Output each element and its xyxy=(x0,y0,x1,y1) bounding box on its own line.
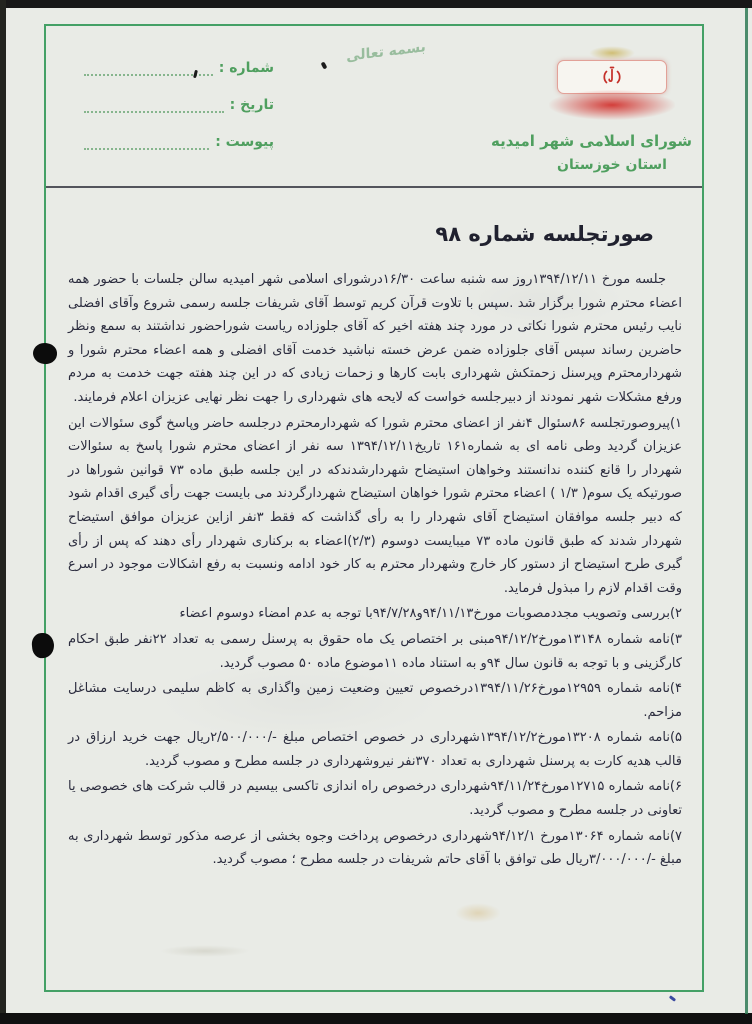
scan-edge-top xyxy=(0,0,752,8)
emblem-top-ornament xyxy=(589,46,635,60)
scan-edge-bottom xyxy=(0,1013,752,1024)
field-row-date xyxy=(84,97,274,113)
besmellah-calligraphy: بسمه تعالی xyxy=(346,39,426,65)
page-title: صورتجلسه شماره ۹۸ xyxy=(435,222,654,246)
letterhead-separator-line xyxy=(46,186,702,188)
agenda-item-1: ۱)پیروصورتجلسه ۸۶سئوال ۴نفر از اعضای محترم شورا که شهردارمحترم درجلسه حاضر وپاسخ گوی سئوالات این عزیزان گردید وطی نامه ای به شماره۱۶۱ تاریخ۱۳۹۴/۱۲/۱۱ سه نفر از اعضای محترم شورا پاسخ به سئوالات شهردار را قانع کننده ندانستند وخواهان استیضاح شهردارشدندکه در این جلسه طبق ماده ۷۳ قوانین شوراها در صورتیکه یک سوم( ۱/۳ ) اعضاء محترم شورا خواهان استیضاح شهردارگردند می بایست جهت رأی گیری اقدام شود که دبیر جلسه موافقان استیضاح آقای شهردار را به رأی گذاشت که فقط ۳نفر ازاین عزیزان موافق استیضاح شهردار شدند که طبق قانون ماده ۷۳ میبایست دوسوم (۲/۳)اعضاء به برکناری شهردار رأی دهند که پس از رأی گیری طرح استیضاح از دستور کار خارج وشهردار محترم به کار خود ادامه ونسبت به رفع اشکالات موجود در اسرع وقت اقدام لازم را مبذول فرماید. xyxy=(68,415,682,596)
agenda-item-7: ۷)نامه شماره ۱۳۰۶۴مورخ ۹۴/۱۲/۱شهرداری درخصوص پرداخت وجوه بخشی از عرصه مذکور توسط شهرداری به مبلغ -/۳/۰۰۰/۰۰۰ریال طی توافق با آقای حاتم شریفات در جلسه مطرح ؛ مصوب گردید. xyxy=(68,828,682,868)
number-field-label: شماره : xyxy=(218,60,274,76)
agenda-item-5: ۵)نامه شماره ۱۳۲۰۸مورخ۱۳۹۴/۱۲/۲شهرداری در خصوص اختصاص مبلغ -/۲/۵۰۰/۰۰۰ریال جهت خرید ارزاق در قالب هدیه کارت به پرسنل شهرداری به تعداد ۳۷۰نفر نیروشهرداری در جلسه مطرح و مصوب گردید. xyxy=(68,730,682,769)
agenda-item-2: ۲)بررسی وتصویب مجددمصوبات مورخ۹۴/۱۱/۱۳و۹۴/۷/۲۸با توجه به عدم امضاء دوسوم اعضاء xyxy=(179,606,682,622)
agenda-item-6: ۶)نامه شماره ۱۲۷۱۵مورخ۹۴/۱۱/۲۴شهرداری درخصوص راه اندازی تاکسی بیسیم در قالب شرکت های خصوصی یا تعاونی در جلسه مطرح و مصوب گردید. xyxy=(68,779,682,819)
intro-paragraph: جلسه مورخ ۱۳۹۴/۱۲/۱۱روز سه شنبه ساعت ۱۶/۳۰درشورای اسلامی شهر امیدیه سالن جلسات با حضور همه اعضاء محترم شورا برگزار شد .سپس با تلاوت قرآن کریم توسط آقای شریفات جلسه رسمی شروع وآقای افضلی نایب رئیس محترم شورا نکاتی در مورد چند هفته اخیر که آقای جلوزاده ریاست شوراحضور نداشتند به سمع ونظر حاضرین رساند سپس آقای جلوزاده ضمن عرض خسته نباشید خدمت آقای افضلی و همه اعضاء محترم شورا و شهردارمحترم وپرسنل زحمتکش شهرداری بابت کارها و زحمات زیادی که در این چند هفته جهت خدمت به مردم ورفع مشکلات شهر نمودند از دبیرجلسه خواست که لایحه های شهرداری را جهت نظر نهایی عزیزان اعلام فرمایند. xyxy=(68,272,682,405)
organization-province: استان خوزستان xyxy=(557,157,667,173)
page-green-frame xyxy=(44,24,704,992)
ink-speck xyxy=(321,61,328,69)
minutes-body xyxy=(68,268,682,874)
council-emblem-icon xyxy=(547,44,677,130)
blue-pen-mark xyxy=(669,995,676,1002)
organization-block xyxy=(490,44,692,173)
organization-name: شورای اسلامی شهر امیدیه xyxy=(490,132,692,150)
scan-edge-right-line xyxy=(745,8,748,1014)
letterhead-fields xyxy=(84,60,274,171)
scan-edge-left xyxy=(0,0,6,1024)
emblem-flag-band xyxy=(557,60,667,94)
date-field-dotted-line xyxy=(84,99,224,113)
field-row-attachment xyxy=(84,134,274,150)
agenda-item-3: ۳)نامه شماره ۱۳۱۴۸مورخ۹۴/۱۲/۲مبنی بر اختصاص یک ماه حقوق به پرسنل رسمی به تعداد ۲۲نفر طبق احکام کارگزینی و با توجه به قانون سال ۹۴و به استناد ماده ۱۱موضوع ماده ۵۰ مصوب گردید. xyxy=(68,631,682,671)
attachment-field-dotted-line xyxy=(84,136,209,150)
allah-emblem-icon xyxy=(601,65,623,89)
emblem-red-base xyxy=(549,90,675,120)
agenda-item-4: ۴)نامه شماره ۱۲۹۵۹مورخ۱۳۹۴/۱۱/۲۶درخصوص تعیین وضعیت زمین واگذاری به کاظم سلیمی درسایت مشاغل مزاحم. xyxy=(68,681,682,720)
field-row-number xyxy=(84,60,274,76)
attachment-field-label: پیوست : xyxy=(215,134,274,150)
date-field-label: تاریخ : xyxy=(229,97,274,113)
